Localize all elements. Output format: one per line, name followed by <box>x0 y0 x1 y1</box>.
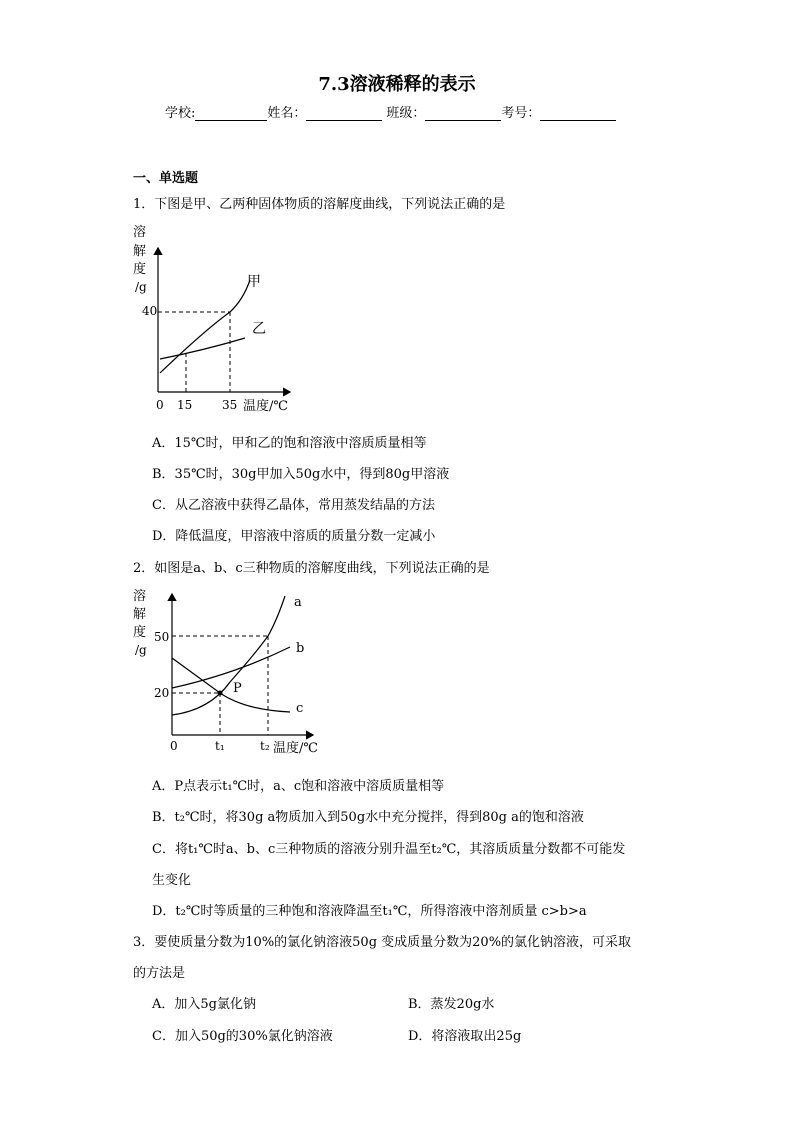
q2-origin: 0 <box>170 739 178 753</box>
q1-option-c[interactable]: C．从乙溶液中获得乙晶体，常用蒸发结晶的方法 <box>152 498 435 513</box>
q2-option-b[interactable]: B．t₂℃时，将30g a物质加入到50g水中充分搅拌，得到80g a的饱和溶液 <box>152 810 584 825</box>
q2-label-b: b <box>296 641 305 656</box>
q1-solubility-graph <box>125 218 305 418</box>
number-label: 考号： <box>501 106 541 121</box>
q1-curve-jia <box>160 280 250 373</box>
section-heading: 一、单选题 <box>133 171 199 186</box>
q2-curve-c <box>172 658 290 712</box>
q2-stem: 2．如图是a、b、c三种物质的溶解度曲线，下列说法正确的是 <box>133 561 490 576</box>
student-info <box>165 102 616 121</box>
school-label: 学校: <box>165 106 196 121</box>
q2-solubility-graph <box>125 582 325 762</box>
q3-option-a[interactable]: A．加入5g氯化钠 <box>152 997 256 1012</box>
q1-ylabel-3: 度 <box>133 262 147 277</box>
q3-option-d[interactable]: D．将溶液取出25g <box>408 1029 522 1044</box>
q1-ylabel-4: /g <box>135 280 147 294</box>
page-title: 7.3溶液稀释的表示 <box>318 74 476 95</box>
q1-origin: 0 <box>156 398 164 412</box>
q1-xtick-35: 35 <box>222 398 238 412</box>
q2-ylabel-2: 解 <box>133 607 147 622</box>
q2-option-d[interactable]: D．t₂℃时等质量的三种饱和溶液降温至t₁℃，所得溶液中溶剂质量 c>b>a <box>152 904 587 919</box>
q1-label-yi: 乙 <box>252 321 266 337</box>
q3-option-c[interactable]: C．加入50g的30%氯化钠溶液 <box>152 1029 333 1044</box>
q2-point-p <box>218 691 223 696</box>
q2-label-a: a <box>294 595 302 610</box>
class-field[interactable] <box>425 106 501 121</box>
q1-label-jia: 甲 <box>247 274 261 290</box>
q2-ylabel-1: 溶 <box>133 589 147 604</box>
q1-ytick-40: 40 <box>142 304 158 318</box>
q1-stem: 1．下图是甲、乙两种固体物质的溶解度曲线，下列说法正确的是 <box>133 197 506 212</box>
school-field[interactable] <box>195 106 267 121</box>
q1-xtick-15: 15 <box>177 398 193 412</box>
q1-option-b[interactable]: B．35℃时，30g甲加入50g水中，得到80g甲溶液 <box>152 467 450 482</box>
name-label: 姓名： <box>267 106 307 121</box>
q2-xtick-t1: t₁ <box>215 739 225 753</box>
q2-xlabel: 温度/℃ <box>273 741 318 756</box>
q2-option-a[interactable]: A．P点表示t₁℃时，a、c饱和溶液中溶质质量相等 <box>152 779 445 794</box>
q2-ytick-50: 50 <box>154 630 170 644</box>
q3-stem-continued: 的方法是 <box>133 966 186 981</box>
q2-curve-a <box>172 596 285 715</box>
q1-curve-yi <box>160 338 245 359</box>
q2-curve-b <box>172 647 290 688</box>
q2-option-c-continued: 生变化 <box>152 873 192 888</box>
q1-ylabel-1: 溶 <box>133 225 147 240</box>
q2-ylabel-3: 度 <box>133 625 147 640</box>
q2-option-c[interactable]: C．将t₁℃时a、b、c三种物质的溶液分别升温至t₂℃，其溶质质量分数都不可能发 <box>152 842 626 857</box>
q1-option-a[interactable]: A．15℃时，甲和乙的饱和溶液中溶质质量相等 <box>152 436 427 451</box>
q1-option-d[interactable]: D．降低温度，甲溶液中溶质的质量分数一定减小 <box>152 529 436 544</box>
class-label: 班级： <box>386 106 426 121</box>
q2-ytick-20: 20 <box>154 686 170 700</box>
q2-label-p: P <box>233 681 242 696</box>
q1-ylabel-2: 解 <box>133 244 147 259</box>
q1-xlabel: 温度/℃ <box>243 399 288 414</box>
q2-label-c: c <box>296 701 304 716</box>
number-field[interactable] <box>540 106 616 121</box>
q3-option-b[interactable]: B．蒸发20g水 <box>408 997 495 1012</box>
q2-xtick-t2: t₂ <box>260 739 270 753</box>
q2-ylabel-4: /g <box>135 643 147 657</box>
q3-stem: 3．要使质量分数为10%的氯化钠溶液50g 变成质量分数为20%的氯化钠溶液，可采取 <box>133 935 632 950</box>
name-field[interactable] <box>306 106 382 121</box>
